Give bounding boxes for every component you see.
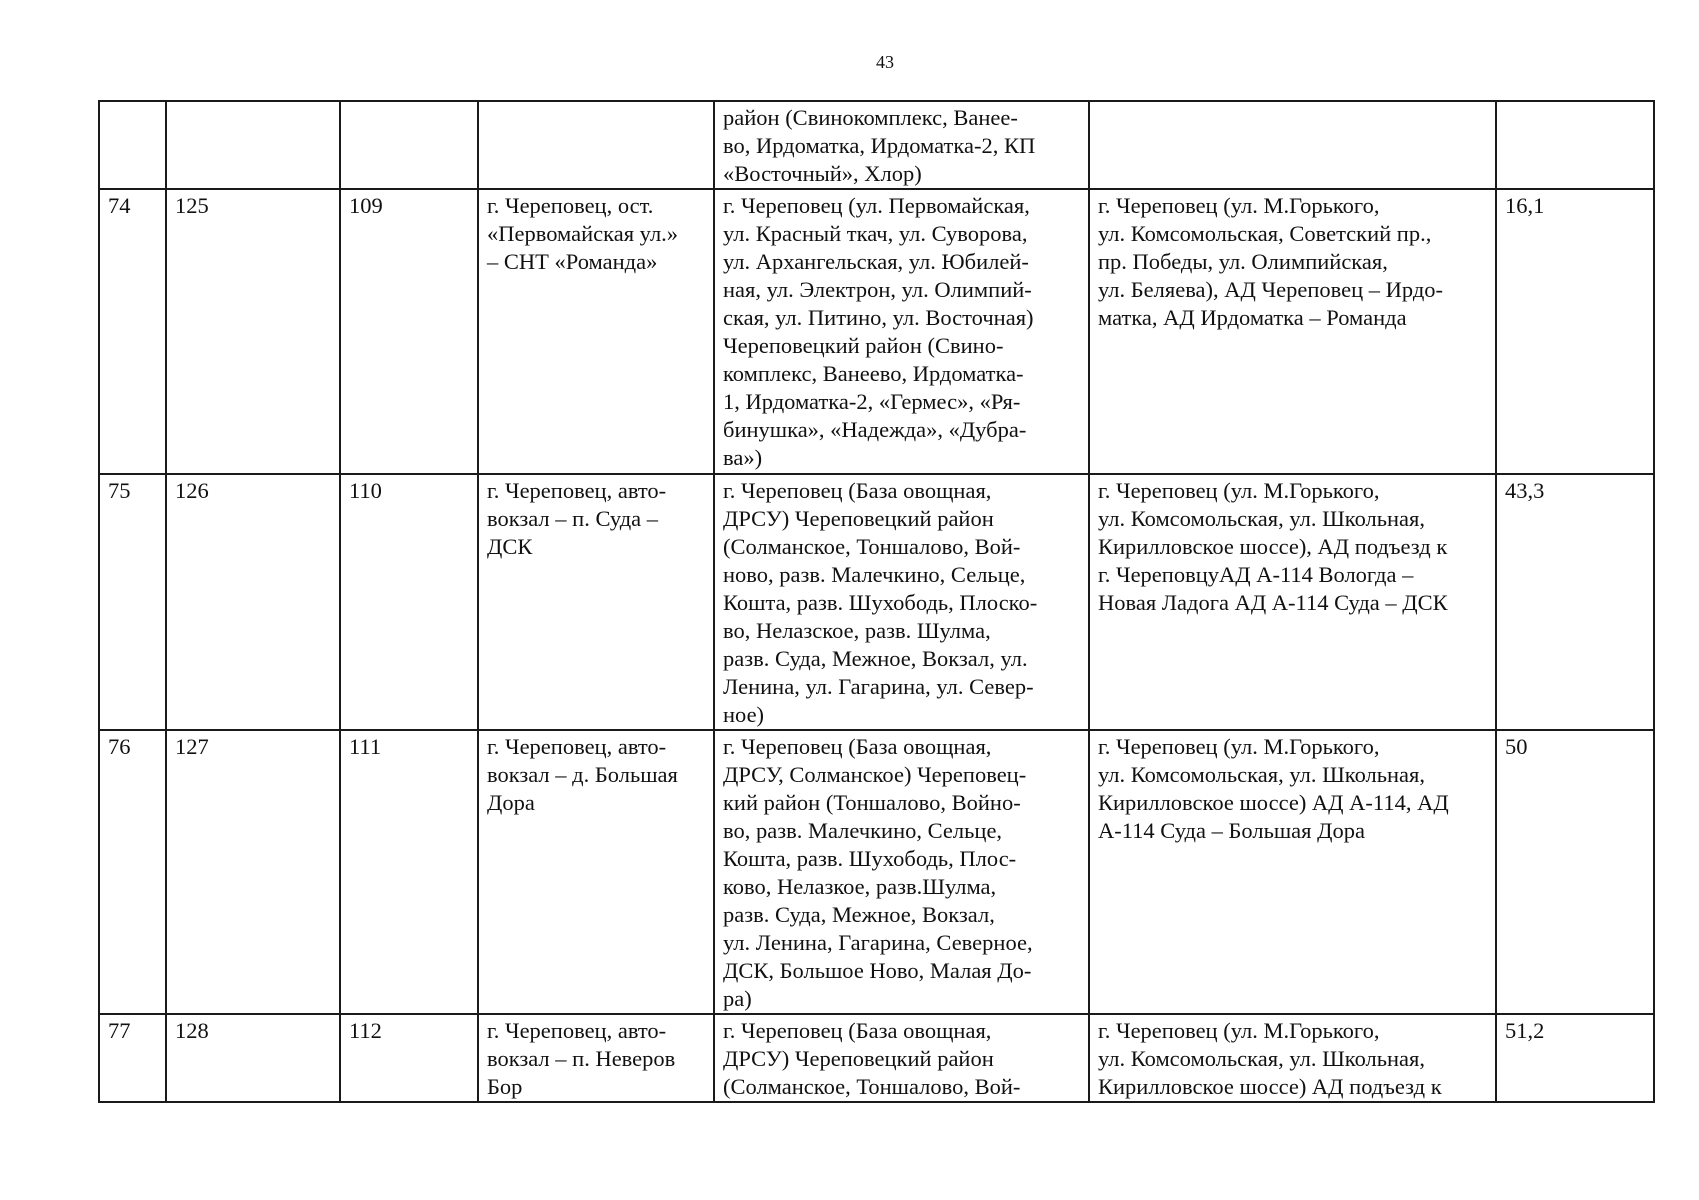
table-row [99,730,1654,1014]
cell-row-number: 75 [99,474,166,730]
cell-stops: район (Свинокомплекс, Ванее- во, Ирдоматка, Ирдоматка-2, КП «Восточный», Хлор) [714,101,1089,189]
cell-distance [1496,101,1654,189]
cell-route-name: г. Череповец, авто- вокзал – п. Суда – ДСК [478,474,714,730]
cell-row-number: 77 [99,1014,166,1102]
cell-route-name: г. Череповец, ост. «Первомайская ул.» – СНТ «Романда» [478,189,714,474]
cell-streets: г. Череповец (ул. М.Горького, ул. Комсомольская, ул. Школьная, Кирилловское шоссе), АД подъезд к г. ЧереповцуАД А-114 Вологда – Новая Ладога АД А-114 Суда – ДСК [1089,474,1496,730]
table-row [99,101,1654,189]
cell-distance: 43,3 [1496,474,1654,730]
cell-registry-number: 127 [166,730,340,1014]
cell-streets: г. Череповец (ул. М.Горького, ул. Комсомольская, Советский пр., пр. Победы, ул. Олимпийская, ул. Беляева), АД Череповец – Ирдо- матка, АД Ирдоматка – Романда [1089,189,1496,474]
cell-route-number [340,101,478,189]
cell-route-name [478,101,714,189]
table-row [99,474,1654,730]
cell-row-number: 76 [99,730,166,1014]
cell-route-number: 110 [340,474,478,730]
routes-table [98,100,1655,1103]
cell-streets [1089,101,1496,189]
table-row [99,1014,1654,1102]
page-number: 43 [876,52,894,72]
cell-route-name: г. Череповец, авто- вокзал – п. Неверов Бор [478,1014,714,1102]
cell-stops: г. Череповец (База овощная, ДРСУ) Череповецкий район (Солманское, Тоншалово, Вой- [714,1014,1089,1102]
table-row [99,189,1654,474]
cell-route-number: 109 [340,189,478,474]
cell-registry-number: 125 [166,189,340,474]
cell-registry-number: 128 [166,1014,340,1102]
cell-route-name: г. Череповец, авто- вокзал – д. Большая Дора [478,730,714,1014]
cell-row-number: 74 [99,189,166,474]
cell-route-number: 111 [340,730,478,1014]
cell-distance: 50 [1496,730,1654,1014]
cell-registry-number [166,101,340,189]
cell-row-number [99,101,166,189]
cell-route-number: 112 [340,1014,478,1102]
cell-distance: 51,2 [1496,1014,1654,1102]
cell-stops: г. Череповец (База овощная, ДРСУ, Солманское) Череповец- кий район (Тоншалово, Войно- во, разв. Малечкино, Сельце, Кошта, разв. Шухободь, Плос- ково, Нелазкое, разв.Шулма, разв. Суда, Межное, Вокзал, ул. Ленина, Гагарина, Северное, ДСК, Большое Ново, Малая До- ра) [714,730,1089,1014]
cell-stops: г. Череповец (База овощная, ДРСУ) Череповецкий район (Солманское, Тоншалово, Вой- ново, разв. Малечкино, Сельце, Кошта, разв. Шухободь, Плоско- во, Нелазское, разв. Шулма, разв. Суда, Межное, Вокзал, ул. Ленина, ул. Гагарина, ул. Север- ное) [714,474,1089,730]
cell-registry-number: 126 [166,474,340,730]
cell-streets: г. Череповец (ул. М.Горького, ул. Комсомольская, ул. Школьная, Кирилловское шоссе) АД подъезд к [1089,1014,1496,1102]
cell-distance: 16,1 [1496,189,1654,474]
cell-stops: г. Череповец (ул. Первомайская, ул. Красный ткач, ул. Суворова, ул. Архангельская, ул. Юбилей- ная, ул. Электрон, ул. Олимпий- ская, ул. Питино, ул. Восточная) Череповецкий район (Свино- комплекс, Ванеево, Ирдоматка- 1, Ирдоматка-2, «Гермес», «Ря- бинушка», «Надежда», «Дубра- ва») [714,189,1089,474]
cell-streets: г. Череповец (ул. М.Горького, ул. Комсомольская, ул. Школьная, Кирилловское шоссе) АД А-114, АД А-114 Суда – Большая Дора [1089,730,1496,1014]
